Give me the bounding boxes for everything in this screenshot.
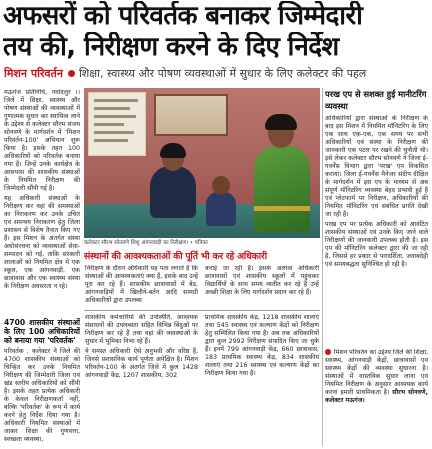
kicker-text: शिक्षा, स्वास्थ्य और पोषण व्यवस्थाओं में सुधार के लिए कलेक्टर की पहल [78,67,367,80]
lower-column-1 [85,314,198,447]
headline-line-2: तय की, निरीक्षण करने के दिए निर्देश [3,32,339,62]
bullet-dot-icon [68,70,75,77]
lower-paragraph: शासकीय कर्मचारियों की उपस्थिति, आवश्यक संसाधनों की उपलब्धता सहित विभिन्न बिंदुओं पर निरीक्षण कर रहे हैं तथा वहां की व्यवस्थाओं के सुधार में भूमिका निभा रहे हैं। [85,314,198,345]
collector-quote [325,349,428,445]
lower-column-2: प्राथमिक शासकीय केंद्र, 1218 शासकीय शालाएं तथा 545 स्वास्थ्य एवं कल्याण केंद्रों को निरीक्षण हेतु सम्मिलित किया गया है। अब तक अधिकारियों द्वारा कुल 2992 निरीक्षण संपादित किए जा चुके हैं। इनमें 799 आंगनवाड़ी केंद्र, 660 छात्रावास, 183 प्राथमिक स्वास्थ्य केंद्र, 834 शासकीय शालाएं तथा 216 स्वास्थ्य एवं कल्याण केंद्रों का निरीक्षण किया गया है। [205,314,319,377]
kicker-label: मिशन परिवर्तन [4,67,63,80]
right-column [325,115,428,346]
worker-figure [254,146,310,232]
middle-column-2: कराई जा रही हैं। इसके अलावा अधिकारी छात्रावासों एवं शासकीय स्कूलों में पहुंचकर विद्यार्थियों के साथ समय व्यतीत कर रहे हैं उन्हें अच्छी शिक्षा के लिए मार्गदर्शन प्रदान कर रहे हैं। [205,265,319,296]
child-head [212,176,230,195]
child-figure [206,192,236,226]
quote-attribution: सौरभ सोनवणे, कलेक्टर मऊगंज। [325,389,428,404]
right-paragraph: अधिकारियों द्वारा संस्थाओं के निरीक्षण के बाद इस मिशन में नियमित मॉनिटरिंग के लिए एक साथ एक-एक, एक समय पर सभी अधिकारियों एवं संस्था के निरीक्षण की जानकारी एक पटल पर रखने की चुनौती थी। इसे लेकर कलेक्टर सौरभ सोनवणे ने जिला ई-गवर्नेंस विभाग द्वारा 'परख' एप विकसित कराया। जिला ई-गवर्नेंस मैनेजर संदीप दीक्षित के मार्गदर्शन में इस एप के माध्यम से अब संपूर्ण मॉनिटरिंग व्यवस्था बेहद प्रभावी हुई है एवं प्लेटफार्म पर निरीक्षण, अधिकारियों की नियमित मॉनिटरिंग एवं संबंधित प्रगति देखी जा रही है। [325,115,428,218]
saree-border [254,206,310,211]
middle-column-1: निरीक्षण के दौरान अधिकारी यह पता लगाते हैं कि संस्थाओं की आवश्यकताएं क्या हैं, इसके बाद उन्हें पूरा कर रहे हैं। शासकीय छात्रावासों में बेड, आंगनवाड़ियों में खिलौने-बर्तन आदि सामग्री अधिकारियों द्वारा उपलब्ध [85,265,198,304]
lead-paragraph: यह अधिकारी संस्थाओं के निरीक्षण कर वहां की समस्याओं का निराकरण कर उनके उचित एवं समन्वय निराकरण हेतु जिला प्रशासन से विशेष तैनात किए गए हैं। इस मिशन के अंतर्गत संस्था अधोसंरचना को व्यवस्थाओं सेवा-सम्पादन को गई, ताकि सरकारी शालाओं को नियमित क्षेत्र में एक स्कूल, एक आंगनवाड़ी, एक छात्रावास और एक स्वास्थ्य संस्था के निरीक्षण अवसरता न रहे। [4,195,80,290]
quote-text: मिशन परिवर्तन का उद्देश्य जिले की शिक्षा, स्वास्थ्य, आंगनवाड़ी केंद्रों, छात्रावासों एवं स्वास्थ्य केंद्रों की व्यवस्था सुधारना है। संस्थाओं में वास्तविक सुधार लाना एवं नियमित निरीक्षण के अनुसार आवश्यक कार्य करना हमारी प्राथमिकता है। [325,349,428,396]
wall-poster [88,92,146,156]
left-section [4,318,80,447]
photo-caption: कलेक्टर सौरभ सोनवणे शिशु आंगनवाड़ी का निरीक्षण। • पत्रिका [84,240,208,246]
right-heading: परख एप से सशक्त हुई मानीटरिंग व्यवस्था [325,89,427,111]
right-paragraph: परख एप पर प्रत्येक अधिकारी को आवंटित शासकीय संस्थाओं एवं उनके किए जाने वाले निरीक्षणों की जानकारी उपलब्ध होती है। इस एप की मॉनिटरिंग कलेक्टर द्वारा की जा रही है, जिससे हर प्रकार से पारदर्शिता, जवाबदेही एवं समयबद्धता सुनिश्चित हो रही है। [325,221,428,268]
headline-line-1: अफसरों को परिवर्तक बनाकर जिम्मेदारी [3,1,363,31]
lower-paragraph: ये समस्त अधिकारी ऐसे अनुभवी और वरिष्ठ हैं, जिनसे प्रशासनिक कार्य पूर्णता अपेक्षित है। मिशन परिवर्तन-100 के अंतर्गत जिले में कुल 1428 आंगनवाड़ी केंद्र, 1207 शासकीय, 302 [85,348,198,379]
worker-hair [265,114,297,130]
middle-heading: संस्थानों की आवश्यकताओं की पूर्ति भी कर रहे अधिकारी [84,251,267,262]
lead-paragraph: मऊगंज प्रतिनिधि, नवोदलुर ।। जिले में शिक्षा, स्वास्थ्य और पोषण संस्थाओं की व्यवस्थाओं में गुणात्मक सुधार कर स्थायित्व लाने के उद्देश्य से कलेक्टर सौरभ संजय सोनवणे के मार्गदर्शन में 'मिशन परिवर्तन-100' अभियान शुरू किया है। इसके तहत 100 अधिकारियों को परिवर्तक बनाया गया है। जिन्हें उनके कार्यक्षेत्र के आसपास की शासकीय संस्थाओं के नियमित निरीक्षण की जिम्मेदारी सौंपी गई है। [4,89,80,192]
lead-column [4,89,80,315]
collector-hair [160,143,186,158]
left-section-heading: 4700 शासकीय संस्थाओं के लिए 100 अधिकारियों को बनाया गया 'परिवर्तक' [4,318,80,345]
quote-bullet-icon [325,349,331,355]
column-divider [322,88,323,446]
news-photo [84,88,320,238]
kicker [4,65,428,82]
left-section-paragraph: परिवर्तक : कलेक्टर ने जिले की 4700 शासकीय संस्थाओं को चिन्हित कर उनके नियमित निरीक्षण की जिम्मेदारी जिला एवं खंड स्तरीय अधिकारियों को सौंपी है। इसके तहत प्रत्येक अधिकारी के केवल निरीक्षणकर्ता नहीं, बल्कि 'परिवर्तक' के रूप में कार्य करने हेतु निर्देश दिया गया है। अधिकारी नियमित संस्थाओं में जाकर शिक्षा की गुणवत्ता, स्वच्छता व्यवस्था, [4,348,80,443]
section-divider [84,310,320,311]
collector-figure [150,166,196,218]
wall-window [154,94,228,136]
